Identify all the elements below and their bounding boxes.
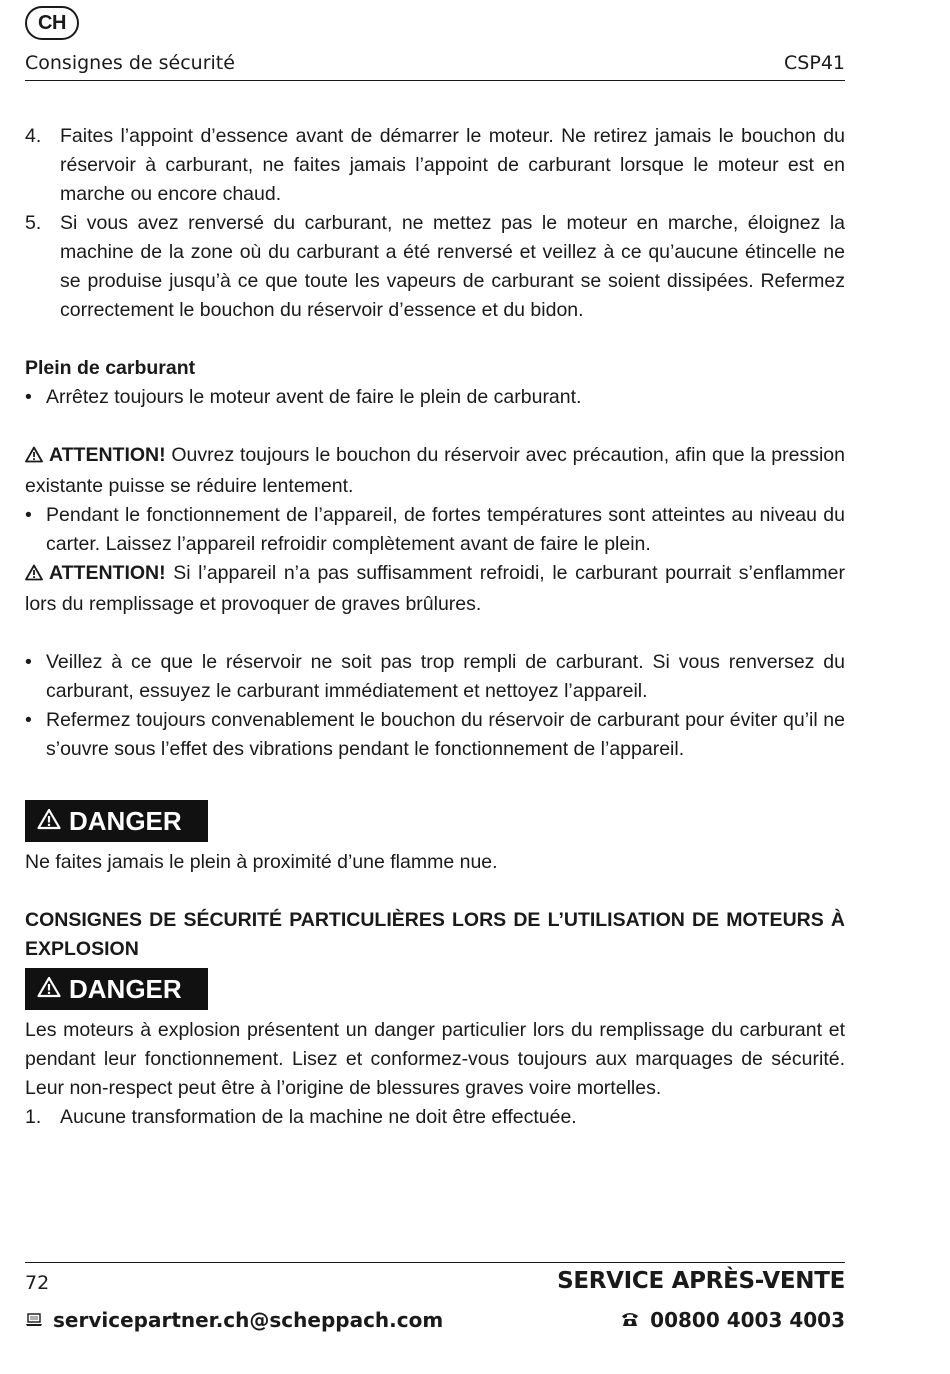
service-label: SERVICE APRÈS-VENTE xyxy=(557,1268,845,1294)
page-header xyxy=(25,50,845,78)
list-item-4 xyxy=(25,122,845,209)
engines-heading: CONSIGNES DE SÉCURITÉ PARTICULIÈRES LORS DE L’UTILISATION DE MOTEURS À EXPLOSION xyxy=(25,909,845,960)
bullet-item: • Arrêtez toujours le moteur avent de faire le plein de carburant. xyxy=(25,386,582,408)
bullet-text: Refermez toujours convenablement le bouchon du réservoir de carburant pour éviter qu’il ne s’ouvre sous l’effet des vibrations pendant le fonctionnement de l’appareil. xyxy=(46,709,845,760)
danger-banner xyxy=(25,968,208,1010)
main-content xyxy=(25,122,845,1132)
bullet-item: • Veillez à ce que le réservoir ne soit pas trop rempli de carburant. Si vous renversez du carburant, essuyez le carburant immédiatement et nettoyez l’appareil. xyxy=(25,651,845,702)
attention-label: ATTENTION! xyxy=(49,444,166,466)
email-text[interactable]: servicepartner.ch@scheppach.com xyxy=(53,1308,444,1332)
bullet-item: • Pendant le fonctionnement de l’appareil, de fortes températures sont atteintes au niveau du carter. Laissez l’appareil refroidir complètement avant de faire le plein. xyxy=(25,504,845,555)
header-rule xyxy=(25,80,845,81)
phone-text[interactable]: 00800 4003 4003 xyxy=(650,1308,845,1332)
attention-text: Ouvrez toujours le bouchon du réservoir avec précaution, afin que la pression existante puisse se réduire lentement. xyxy=(25,444,845,497)
list-item-1 xyxy=(25,1103,845,1132)
list-item-5 xyxy=(25,209,845,325)
page-number: 72 xyxy=(25,1272,50,1294)
list-text: Faites l’appoint d’essence avant de démarrer le moteur. Ne retirez jamais le bouchon du réservoir à carburant, ne faites jamais l’appoint de carburant lorsque le moteur est en marche ou encore chaud. xyxy=(60,125,845,205)
engines-paragraph: Les moteurs à explosion présentent un danger particulier lors du remplissage du carburant et pendant leur fonctionnement. Lisez et conformez-vous toujours aux marquages de sécurité. Leur non-respect peut être à l’origine de blessures graves voire mortelles. xyxy=(25,1019,845,1099)
list-text: Aucune transformation de la machine ne doit être effectuée. xyxy=(60,1106,577,1128)
danger-label: DANGER xyxy=(69,973,182,1004)
laptop-icon xyxy=(25,1308,43,1332)
bullet-text: Veillez à ce que le réservoir ne soit pas trop rempli de carburant. Si vous renversez du carburant, essuyez le carburant immédiatement et nettoyez l’appareil. xyxy=(46,651,845,702)
service-email[interactable] xyxy=(25,1308,443,1332)
bullet-text: Pendant le fonctionnement de l’appareil, de fortes températures sont atteintes au niveau du carter. Laissez l’appareil refroidir complètement avant de faire le plein. xyxy=(46,504,845,555)
attention-text: Si l’appareil n’a pas suffisamment refroidi, le carburant pourrait s’enflammer lors du remplissage et provoquer de graves brûlures. xyxy=(25,562,845,615)
list-text: Si vous avez renversé du carburant, ne mettez pas le moteur en marche, éloignez la machine de la zone où du carburant a été renversé et veillez à ce qu’aucune étincelle ne se produise jusqu’à ce que toute les vapeurs de carburant se soient dissipées. Refermez correctement le bouchon du réservoir d’essence et du bidon. xyxy=(60,212,845,321)
attention-paragraph-2 xyxy=(25,559,845,619)
country-badge: CH xyxy=(25,6,79,40)
section-title: Consignes de sécurité xyxy=(25,52,235,74)
warning-triangle-icon xyxy=(37,807,61,836)
refuel-heading: Plein de carburant xyxy=(25,357,196,379)
list-number: 5. xyxy=(25,212,42,234)
danger-banner xyxy=(25,800,208,842)
attention-paragraph-1 xyxy=(25,441,845,501)
list-number: 1. xyxy=(25,1106,42,1128)
flame-warning: Ne faites jamais le plein à proximité d’une flamme nue. xyxy=(25,851,498,873)
footer-rule xyxy=(25,1262,845,1263)
bullet-item: • Refermez toujours convenablement le bouchon du réservoir de carburant pour éviter qu’il ne s’ouvre sous l’effet des vibrations pendant le fonctionnement de l’appareil. xyxy=(25,709,845,760)
list-number: 4. xyxy=(25,125,42,147)
model-number: CSP41 xyxy=(784,52,845,74)
warning-triangle-icon xyxy=(37,975,61,1004)
service-phone[interactable] xyxy=(620,1308,845,1332)
bullet-text: Arrêtez toujours le moteur avent de faire le plein de carburant. xyxy=(46,386,582,408)
warning-triangle-icon xyxy=(25,561,43,590)
warning-triangle-icon xyxy=(25,443,43,472)
telephone-icon xyxy=(620,1308,640,1332)
attention-label: ATTENTION! xyxy=(49,562,166,584)
danger-label: DANGER xyxy=(69,805,182,836)
